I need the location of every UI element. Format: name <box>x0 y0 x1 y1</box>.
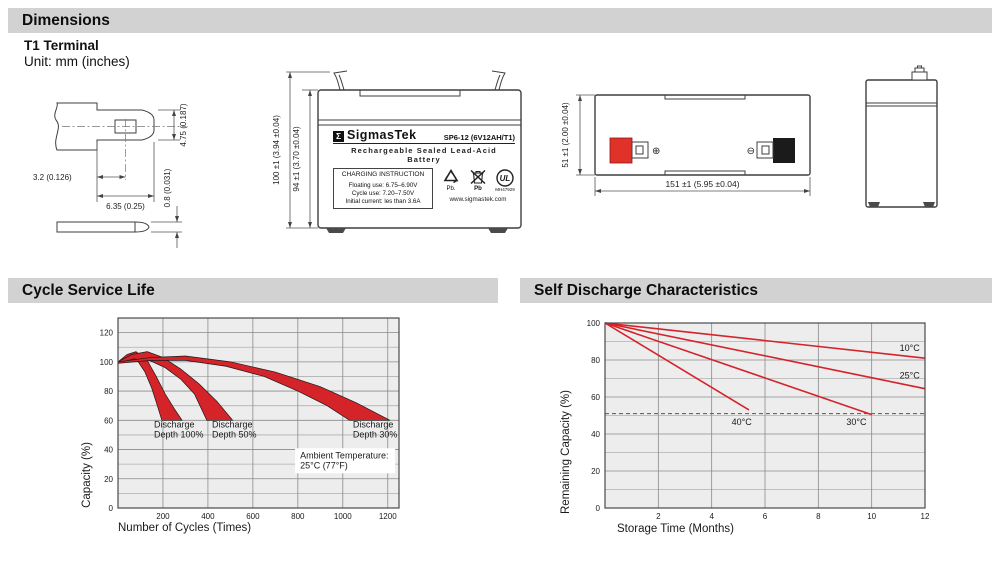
svg-text:1000: 1000 <box>333 512 352 521</box>
self-discharge-title: Self Discharge Characteristics <box>534 282 758 299</box>
svg-text:400: 400 <box>201 512 215 521</box>
svg-text:10°C: 10°C <box>899 342 920 353</box>
svg-text:80: 80 <box>591 356 600 365</box>
label-icons <box>441 168 515 209</box>
terminal-detail-linework <box>30 92 260 257</box>
right-terminal-tab <box>492 71 505 90</box>
positive-terminal <box>610 138 632 163</box>
svg-text:Ambient Temperature:: Ambient Temperature: <box>300 450 389 461</box>
svg-text:Number of Cycles (Times): Number of Cycles (Times) <box>118 522 252 534</box>
ul-logo-text: UL <box>499 173 511 183</box>
recycle-pb-icon <box>441 168 461 192</box>
positive-symbol: ⊕ <box>652 146 661 157</box>
svg-text:Discharge: Discharge <box>153 419 195 430</box>
dim-overall-height: 100 ±1 (3.94 ±0.04) <box>272 115 281 185</box>
dimensions-title: Dimensions <box>22 12 110 29</box>
svg-text:40: 40 <box>591 430 600 439</box>
end-view-terminal <box>912 72 927 80</box>
model-number: SP6-12 (6V12AH/T1) <box>443 133 515 142</box>
charging-line-initial: Initial current: les than 3.6A <box>345 198 421 206</box>
charging-line-cycle: Cycle use: 7.20–7.50V <box>351 190 415 198</box>
battery-front-view <box>272 62 537 240</box>
svg-text:30°C: 30°C <box>846 416 867 427</box>
dim-terminal-height: 4.75 (0.187) <box>179 103 188 147</box>
negative-symbol: ⊖ <box>746 146 755 157</box>
svg-text:Discharge: Discharge <box>211 419 253 430</box>
end-view-linework <box>853 62 988 237</box>
svg-text:Remaining Capacity (%): Remaining Capacity (%) <box>560 390 572 514</box>
svg-text:100: 100 <box>586 319 600 328</box>
ul-certification-icon <box>495 169 515 193</box>
svg-text:40°C: 40°C <box>731 416 752 427</box>
svg-text:120: 120 <box>99 328 113 338</box>
svg-text:10: 10 <box>867 512 877 521</box>
negative-terminal <box>773 138 795 163</box>
self-discharge-header <box>520 278 992 303</box>
svg-text:Capacity (%): Capacity (%) <box>81 442 93 508</box>
charging-instruction-box <box>333 168 433 209</box>
battery-feet <box>326 228 508 233</box>
dim-case-height: 94 ±1 (3.70 ±0.04) <box>292 126 301 192</box>
charging-title: CHARGING INSTRUCTION <box>341 171 425 178</box>
terminal-type-subtitle: T1 Terminal <box>24 38 99 53</box>
left-terminal-tab <box>334 71 347 90</box>
svg-text:12: 12 <box>920 512 930 521</box>
charging-line-floating: Floating use: 6.75–6.90V <box>348 182 418 189</box>
no-trash-pb-icon <box>469 168 487 192</box>
dim-hole-offset: 3.2 (0.126) <box>33 173 72 182</box>
dim-top-length: 151 ±1 (5.95 ±0.04) <box>665 179 740 189</box>
svg-text:Depth 30%: Depth 30% <box>352 429 398 440</box>
svg-text:Depth 50%: Depth 50% <box>211 429 257 440</box>
svg-text:6: 6 <box>762 512 768 521</box>
svg-text:800: 800 <box>291 512 305 521</box>
trash-caption: Pb <box>474 186 482 192</box>
dim-top-height: 51 ±1 (2.00 ±0.04) <box>561 102 570 168</box>
brand-name: SigmasTek <box>347 128 417 142</box>
website-url: www.sigmastek.com <box>449 196 507 203</box>
t1-terminal-drawing <box>30 92 260 257</box>
svg-text:8: 8 <box>816 512 821 521</box>
svg-text:0: 0 <box>595 504 600 513</box>
end-view-outline <box>866 80 937 207</box>
battery-label <box>333 128 515 209</box>
svg-text:25°C (77°F): 25°C (77°F) <box>300 460 348 471</box>
cycle-service-life-chart <box>60 312 440 545</box>
svg-text:60: 60 <box>104 416 113 426</box>
svg-text:40: 40 <box>104 445 113 455</box>
positive-terminal-tab <box>632 142 648 158</box>
battery-type-text: Rechargeable Sealed Lead-Acid Battery <box>351 146 497 164</box>
unit-note: Unit: mm (inches) <box>24 54 130 69</box>
svg-text:Discharge: Discharge <box>352 419 394 430</box>
svg-text:0: 0 <box>108 504 113 513</box>
svg-text:2: 2 <box>656 512 661 521</box>
top-view-linework <box>558 80 838 228</box>
svg-text:1200: 1200 <box>378 512 397 521</box>
recycle-caption: Pb. <box>446 186 456 192</box>
svg-text:80: 80 <box>104 387 113 397</box>
svg-text:60: 60 <box>591 393 600 402</box>
battery-end-view <box>853 62 988 237</box>
self-discharge-chart <box>545 312 990 545</box>
svg-text:20: 20 <box>591 467 600 476</box>
svg-text:20: 20 <box>104 474 113 484</box>
svg-text:100: 100 <box>99 357 113 367</box>
svg-text:Storage Time (Months): Storage Time (Months) <box>617 523 734 535</box>
cycle-service-life-header <box>8 278 498 303</box>
dim-terminal-thickness: 0.8 (0.031) <box>163 168 172 208</box>
svg-text:25°C: 25°C <box>899 370 920 381</box>
negative-terminal-tab <box>757 142 773 158</box>
brand-row <box>333 128 515 144</box>
sigmastek-logo-icon: Σ <box>333 131 344 142</box>
cycle-service-life-title: Cycle Service Life <box>22 282 155 299</box>
dim-terminal-width: 6.35 (0.25) <box>106 202 145 211</box>
svg-text:4: 4 <box>709 512 714 521</box>
svg-text:Depth 100%: Depth 100% <box>153 429 204 440</box>
svg-text:600: 600 <box>246 512 260 521</box>
ul-file-number: MH47929 <box>495 186 515 192</box>
dimensions-section-header <box>8 8 992 33</box>
svg-text:200: 200 <box>156 512 170 521</box>
battery-top-view <box>558 80 838 228</box>
